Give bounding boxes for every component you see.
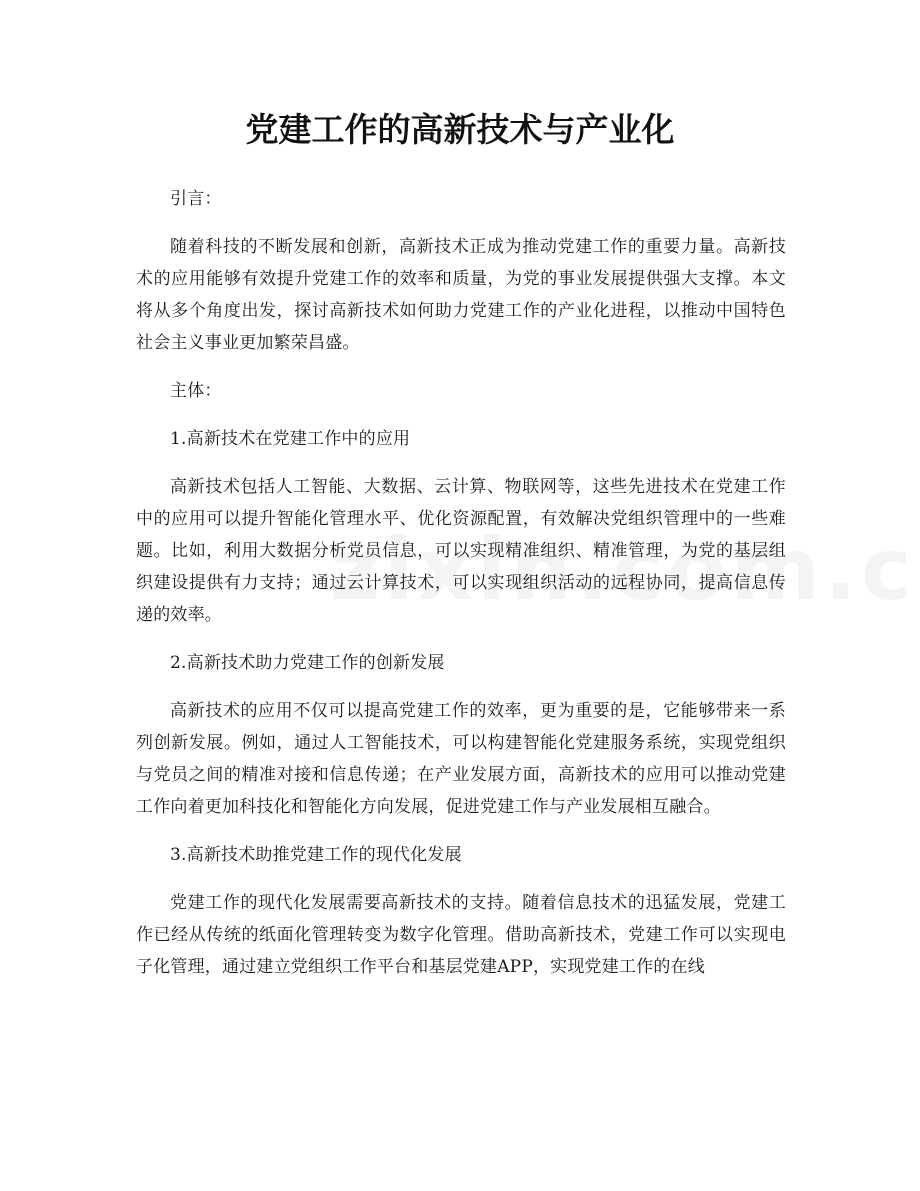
section-1-paragraph: 高新技术包括人工智能、大数据、云计算、物联网等，这些先进技术在党建工作中的应用可以提升智能化管理水平、优化资源配置，有效解决党组织管理中的一些难题。比如，利用大数据分析党员信息，可以实现精准组织、精准管理，为党的基层组织建设提供有力支持；通过云计算技术，可以实现组织活动的远程协同，提高信息传递的效率。: [136, 477, 786, 625]
intro-paragraph: 随着科技的不断发展和创新，高新技术正成为推动党建工作的重要力量。高新技术的应用能够有效提升党建工作的效率和质量，为党的事业发展提供强大支撑。本文将从多个角度出发，探讨高新技术如何助力党建工作的产业化进程，以推动中国特色社会主义事业更加繁荣昌盛。: [136, 237, 786, 353]
section-2-paragraph: 高新技术的应用不仅可以提高党建工作的效率，更为重要的是，它能够带来一系列创新发展。例如，通过人工智能技术，可以构建智能化党建服务系统，实现党组织与党员之间的精准对接和信息传递；在产业发展方面，高新技术的应用可以推动党建工作向着更加科技化和智能化方向发展，促进党建工作与产业发展相互融合。: [136, 701, 786, 817]
document-title: 党建工作的高新技术与产业化: [245, 110, 675, 149]
section-3-heading: 3.高新技术助推党建工作的现代化发展: [170, 845, 462, 865]
section-3-paragraph: 党建工作的现代化发展需要高新技术的支持。随着信息技术的迅猛发展，党建工作已经从传统的纸面化管理转变为数字化管理。借助高新技术，党建工作可以实现电子化管理，通过建立党组织工作平台和基层党建APP，实现党建工作的在线: [136, 893, 786, 977]
intro-heading: 引言：: [170, 189, 222, 209]
section-1-heading: 1.高新技术在党建工作中的应用: [170, 429, 411, 449]
document-body: [136, 183, 786, 983]
body-heading: 主体：: [170, 381, 222, 401]
section-2-heading: 2.高新技术助力党建工作的创新发展: [170, 653, 445, 673]
